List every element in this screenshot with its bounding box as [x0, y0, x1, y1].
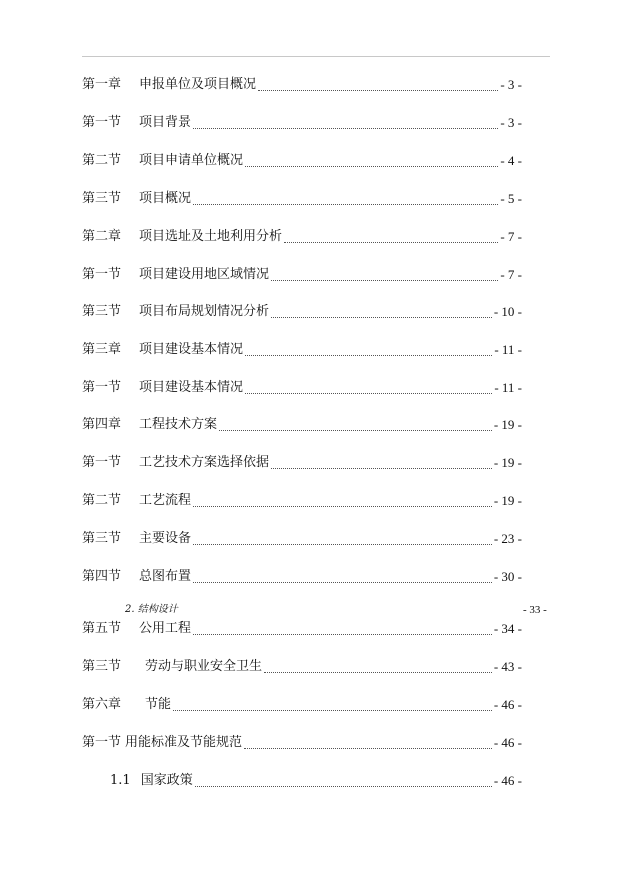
toc-leader-dots: [245, 166, 498, 167]
toc-entry-title: 工艺技术方案选择依据: [139, 455, 270, 470]
toc-entry-page: - 3 -: [500, 115, 522, 130]
toc-entry-number: 第一节: [82, 455, 122, 470]
toc-entry-label: [82, 113, 191, 133]
toc-leader-dots: [195, 786, 492, 787]
toc-entry[interactable]: [0, 657, 621, 677]
toc-entry-title: 项目建设基本情况: [139, 342, 244, 357]
toc-entry[interactable]: [0, 378, 621, 398]
toc-entry-number: 第四节: [82, 569, 122, 584]
toc-leader-dots: [193, 506, 492, 507]
toc-entry-number: 第三节: [82, 531, 122, 546]
toc-entry-page: - 7 -: [500, 229, 522, 244]
toc-entry-title: 劳动与职业安全卫生: [145, 659, 263, 674]
header-rule: [82, 56, 550, 57]
toc-entry-page: - 19 -: [493, 493, 522, 508]
toc-leader-dots: [244, 748, 492, 749]
toc-entry-number: 第一节: [82, 380, 122, 395]
toc-leader-dots: [271, 280, 498, 281]
toc-entry-title: 工程技术方案: [139, 417, 218, 432]
toc-entry-number: 第三节: [82, 659, 122, 674]
toc-entry[interactable]: [0, 567, 621, 587]
toc-entry[interactable]: [0, 265, 621, 285]
toc-entry-label: [82, 657, 262, 677]
toc-entry-page: - 19 -: [493, 455, 522, 470]
toc-entry-label: [82, 733, 242, 753]
toc-entry-number: 第三章: [82, 342, 122, 357]
toc-leader-dots: [245, 355, 492, 356]
toc-leader-dots: [264, 672, 492, 673]
toc-leader-dots: [173, 710, 492, 711]
toc-entry[interactable]: [0, 453, 621, 473]
toc-entry[interactable]: [0, 771, 621, 791]
toc-entry-page: - 46 -: [493, 735, 522, 750]
toc-entry-number: 1.1: [110, 773, 131, 788]
toc-entry-page: - 11 -: [494, 380, 522, 395]
toc-entry[interactable]: [0, 619, 621, 639]
overlay-fragment-page: - 33 -: [523, 604, 547, 616]
toc-entry-page: - 34 -: [493, 621, 522, 636]
toc-entry[interactable]: [0, 151, 621, 171]
toc-entry-page: - 11 -: [494, 342, 522, 357]
toc-entry-page: - 10 -: [493, 304, 522, 319]
toc-entry-title: 项目选址及土地利用分析: [139, 229, 283, 244]
toc-entry[interactable]: [0, 340, 621, 360]
toc-entry-title: 节能: [145, 697, 172, 712]
toc-entry-number: 第六章: [82, 697, 122, 712]
toc-entry-label: [82, 415, 217, 435]
toc-entry[interactable]: [0, 415, 621, 435]
toc-entry-page: - 23 -: [493, 531, 522, 546]
toc-entry-label: [82, 567, 191, 587]
toc-entry-title: 项目布局规划情况分析: [139, 304, 270, 319]
toc-entry[interactable]: [0, 529, 621, 549]
toc-entry-label: [82, 189, 191, 209]
toc-entry-number: 第一节: [82, 267, 122, 282]
toc-entry-number: 第一章: [82, 77, 122, 92]
toc-entry-label: [82, 75, 256, 95]
toc-entry-page: - 5 -: [500, 191, 522, 206]
toc-leader-dots: [245, 393, 492, 394]
toc-entry-number: 第五节: [82, 621, 122, 636]
toc-entry-title: 总图布置: [139, 569, 192, 584]
toc-entry[interactable]: [0, 189, 621, 209]
toc-entry[interactable]: [0, 491, 621, 511]
toc-entry-page: - 46 -: [493, 773, 522, 788]
toc-entry-title: 项目概况: [139, 191, 192, 206]
toc-entry-label: [82, 302, 269, 322]
toc-entry-label: [82, 227, 282, 247]
toc-entry-title: 工艺流程: [139, 493, 192, 508]
toc-entry-page: - 46 -: [493, 697, 522, 712]
toc-entry-number: 第四章: [82, 417, 122, 432]
toc-entry-label: [110, 771, 193, 791]
toc-leader-dots: [193, 128, 498, 129]
toc-entry-number: 第二节: [82, 153, 122, 168]
toc-entry-title: 申报单位及项目概况: [139, 77, 257, 92]
toc-entry-number: 第一节: [82, 115, 122, 130]
toc-leader-dots: [193, 544, 492, 545]
toc-leader-dots: [258, 90, 498, 91]
toc-entry-label: [82, 151, 243, 171]
toc-entry-title: 项目申请单位概况: [139, 153, 244, 168]
toc-leader-dots: [193, 634, 492, 635]
toc-entry[interactable]: [0, 75, 621, 95]
toc-entry-title: 公用工程: [139, 621, 192, 636]
toc-entry-label: [82, 491, 191, 511]
toc-entry-page: - 7 -: [500, 267, 522, 282]
toc-entry-title: 项目建设用地区域情况: [139, 267, 270, 282]
toc-entry-number: 第一节: [82, 735, 122, 750]
toc-entry[interactable]: [0, 113, 621, 133]
toc-entry-title: 项目背景: [139, 115, 192, 130]
toc-leader-dots: [193, 204, 498, 205]
toc-leader-dots: [271, 317, 492, 318]
toc-entry-number: 第二章: [82, 229, 122, 244]
toc-leader-dots: [219, 430, 492, 431]
toc-entry-page: - 19 -: [493, 417, 522, 432]
toc-entry-label: [82, 619, 191, 639]
toc-entry-number: 第二节: [82, 493, 122, 508]
toc-entry-number: 第三节: [82, 191, 122, 206]
toc-entry-page: - 4 -: [500, 153, 522, 168]
overlay-fragment-text: 2. 结构设计: [125, 604, 178, 615]
toc-entry-title: 国家政策: [140, 773, 193, 788]
toc-entry[interactable]: [0, 302, 621, 322]
toc-entry-page: - 43 -: [493, 659, 522, 674]
toc-entry-title: 用能标准及节能规范: [125, 735, 243, 750]
toc-entry-title: 项目建设基本情况: [139, 380, 244, 395]
toc-entry[interactable]: [0, 227, 621, 247]
toc-entry-label: [82, 265, 269, 285]
toc-entry[interactable]: [0, 733, 621, 753]
toc-entry-page: - 3 -: [500, 77, 522, 92]
toc-entry[interactable]: [0, 695, 621, 715]
toc-entry-label: [82, 529, 191, 549]
toc-leader-dots: [271, 468, 492, 469]
toc-entry-label: [82, 695, 171, 715]
toc-entry-label: [82, 340, 243, 360]
toc-leader-dots: [193, 582, 492, 583]
toc-entry-page: - 30 -: [493, 569, 522, 584]
toc-entry-label: [82, 453, 269, 473]
toc-leader-dots: [284, 242, 498, 243]
toc-entry-label: [82, 378, 243, 398]
toc-entry-title: 主要设备: [139, 531, 192, 546]
toc-entry-number: 第三节: [82, 304, 122, 319]
